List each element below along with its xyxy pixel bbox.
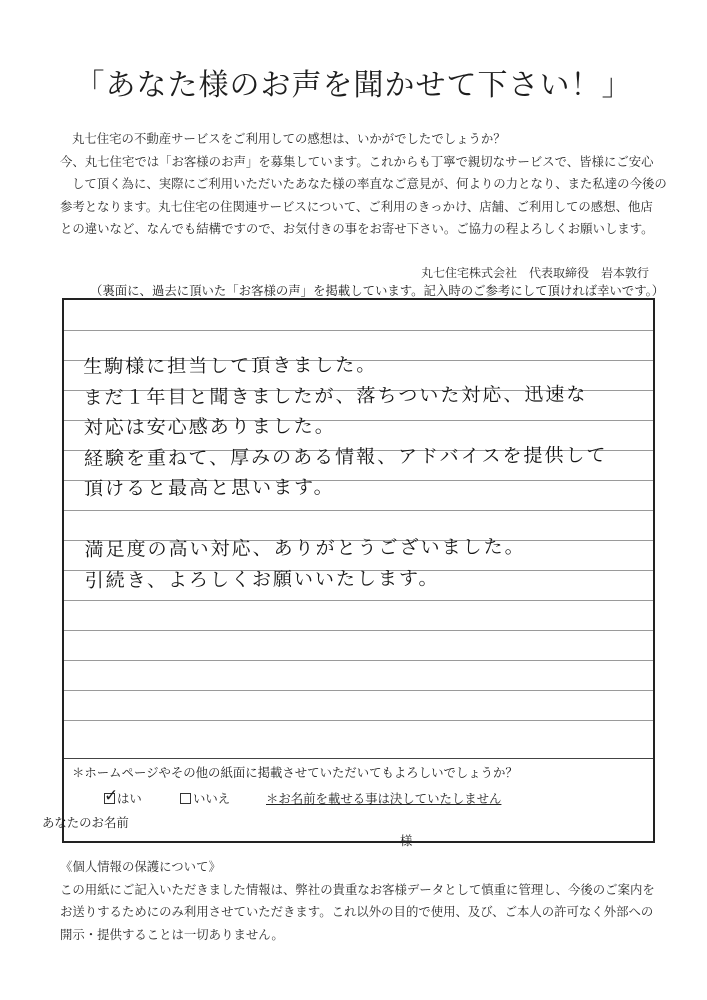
no-checkbox[interactable] xyxy=(180,793,191,804)
signature: 丸七住宅株式会社 代表取締役 岩本敦行 xyxy=(420,266,649,280)
privacy-line: この用紙にご記入いただきました情報は、弊社の貴重なお客様データとして慎重に管理し、今後のご案内を xyxy=(60,881,655,897)
handwriting-line: 経験を重ねて、厚みのある情報、アドバイスを提供して xyxy=(83,443,608,470)
comment-box[interactable] xyxy=(42,298,655,848)
consent-section xyxy=(42,758,653,848)
publish-question: ＊ホームページやその他の紙面に掲載させていただいてもよろしいでしょうか？ xyxy=(72,765,518,780)
privacy-section xyxy=(60,856,670,946)
handwritten-comment xyxy=(83,348,645,596)
privacy-heading: 《個人情報の保護について》 xyxy=(60,859,221,874)
name-suffix: 様 xyxy=(400,833,413,848)
page-title: 「あなた様のお声を聞かせて下さい！」 xyxy=(74,68,633,103)
handwriting-line: 引続き、よろしくお願いいたします。 xyxy=(84,566,440,592)
yes-checkbox[interactable] xyxy=(104,786,119,806)
name-label: あなたのお名前 xyxy=(42,815,129,830)
intro-line: 今、丸七住宅では「お客様のお声」を募集しています。これからも丁寧で親切なサービスで、皆様にご安心 xyxy=(60,153,654,169)
privacy-line: お送りするためにのみ利用させていただきます。これ以外の目的で使用、及び、ご本人の許可なく外部への xyxy=(60,904,654,920)
option-no-label: いいえ xyxy=(193,791,231,806)
privacy-line: 開示・提供することは一切ありません。 xyxy=(60,926,284,942)
intro-line: 丸七住宅の不動産サービスをご利用しての感想は、いかがでしたでしょうか？ xyxy=(72,131,506,146)
option-yes[interactable] xyxy=(104,786,142,807)
handwriting-line: 頂けると最高と思います。 xyxy=(84,476,335,500)
intro-line: して頂く為に、実際にご利用いただいたあなた様の率直なご意見が、何よりの力となり、また私達の今後の xyxy=(72,176,667,192)
intro-line: との違いなど、なんでも結構ですので、お気付きの事をお寄せ下さい。ご協力の程よろしくお願いします。 xyxy=(60,221,654,237)
check-mark-icon: ✓ xyxy=(104,786,119,806)
option-no[interactable] xyxy=(180,789,230,807)
handwriting-line: 対応は安心感ありました。 xyxy=(83,415,336,439)
handwriting-line: 満足度の高い対応、ありがとうございました。 xyxy=(84,535,526,561)
name-notice: ＊お名前を載せる事は決していたしません xyxy=(266,791,502,806)
option-yes-label: はい xyxy=(117,791,142,806)
handwriting-line xyxy=(84,501,644,535)
intro-line: 参考となります。丸七住宅の住関連サービスについて、ご利用のきっかけ、店舗、ご利用しての感想、他店 xyxy=(60,198,653,214)
reference-note: （裏面に、過去に頂いた「お客様の声」を掲載しています。記入時のご参考にして頂ければ幸いです。） xyxy=(90,283,665,298)
handwriting-line: 生駒様に担当して頂きました。 xyxy=(83,353,378,378)
handwriting-line: まだ１年目と聞きましたが、落ちついた対応、迅速な xyxy=(83,382,588,409)
intro-text xyxy=(60,128,667,241)
